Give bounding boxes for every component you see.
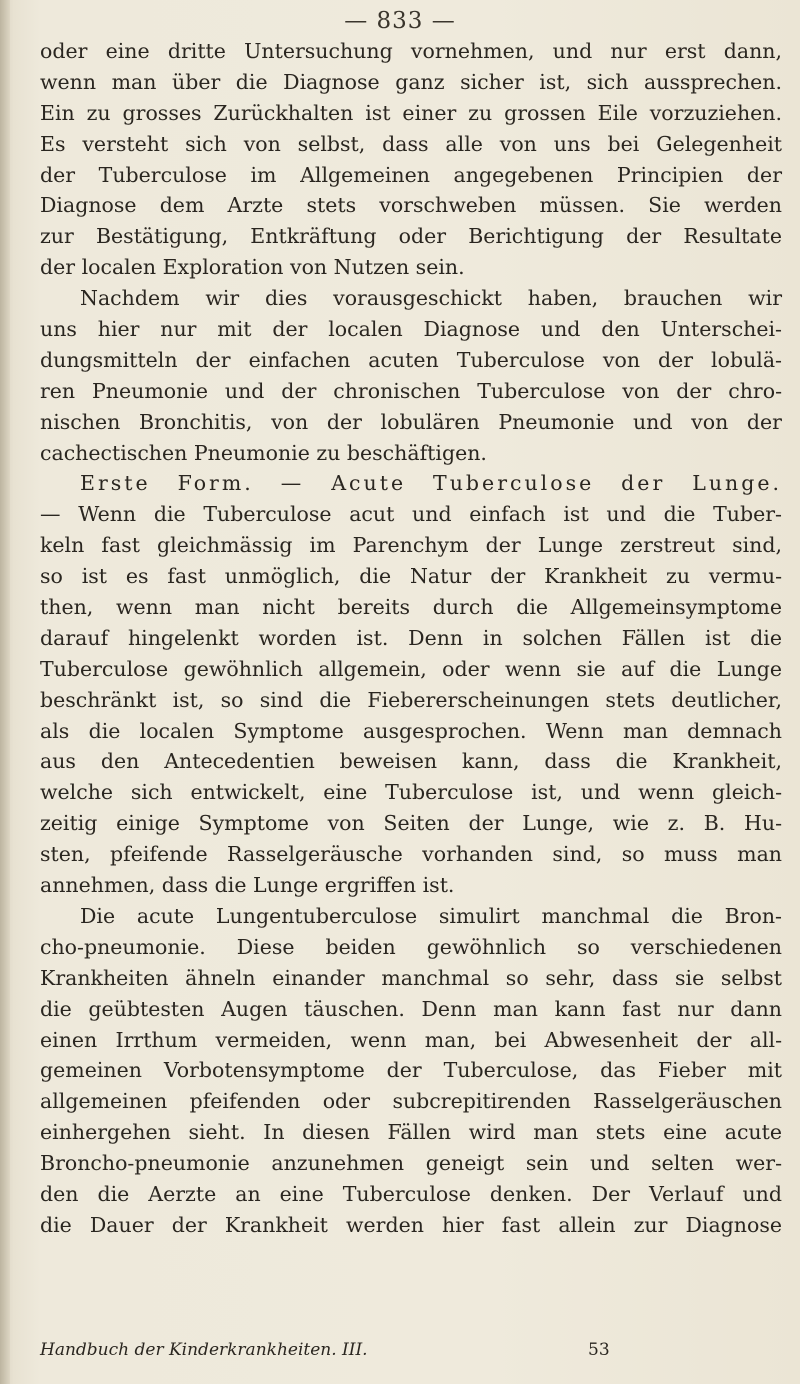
page-number: — 833 —: [344, 8, 456, 34]
binding-edge: [0, 0, 10, 1384]
text-line: annehmen, dass die Lunge ergriffen ist.: [40, 873, 455, 898]
text-line: Tuberculose gewöhnlich allgemein, oder wenn sie auf die Lunge: [40, 656, 782, 681]
text-line: beschränkt ist, so sind die Fiebererscheinungen stets deutlicher,: [40, 687, 782, 712]
text-line: cho-pneumonie. Diese beiden gewöhnlich so verschiedenen: [40, 934, 782, 959]
text-line: einhergehen sieht. In diesen Fällen wird man stets eine acute: [40, 1120, 782, 1145]
text-line: Diagnose dem Arzte stets vorschweben müssen. Sie werden: [40, 193, 782, 218]
text-line: so ist es fast unmöglich, die Natur der Krankheit zu vermu-: [40, 564, 782, 589]
text-line: nischen Bronchitis, von der lobulären Pneumonie und von der: [40, 409, 782, 434]
footer-title: Handbuch der Kinderkrankheiten. III.: [40, 1340, 368, 1360]
text-line: Broncho-pneumonie anzunehmen geneigt sein und selten wer-: [40, 1151, 782, 1176]
text-line: ren Pneumonie und der chronischen Tuberculose von der chro-: [40, 378, 782, 403]
text-line: die geübtesten Augen täuschen. Denn man kann fast nur dann: [40, 996, 782, 1021]
text-line: sten, pfeifende Rasselgeräusche vorhanden sind, so muss man: [40, 842, 782, 867]
text-line: Die acute Lungentuberculose simulirt manchmal die Bron-: [80, 903, 782, 928]
text-line: then, wenn man nicht bereits durch die Allgemeinsymptome: [40, 595, 782, 620]
text-line: die Dauer der Krankheit werden hier fast allein zur Diagnose: [40, 1212, 782, 1237]
body-text: [40, 36, 782, 1241]
text-line: gemeinen Vorbotensymptome der Tuberculose, das Fieber mit: [40, 1058, 782, 1083]
text-line: der Tuberculose im Allgemeinen angegebenen Principien der: [40, 162, 782, 187]
text-line: keln fast gleichmässig im Parenchym der Lunge zerstreut sind,: [40, 533, 782, 558]
text-line: cachectischen Pneumonie zu beschäftigen.: [40, 440, 487, 465]
text-line: dungsmitteln der einfachen acuten Tuberculose von der lobulä-: [40, 347, 782, 372]
section-heading: Erste Form. — Acute Tuberculose der Lunge.: [80, 471, 782, 496]
text-line: zur Bestätigung, Entkräftung oder Berichtigung der Resultate: [40, 224, 782, 249]
text-line: welche sich entwickelt, eine Tuberculose ist, und wenn gleich-: [40, 780, 782, 805]
text-line: allgemeinen pfeifenden oder subcrepitirenden Rasselgeräuschen: [40, 1089, 782, 1114]
text-line: der localen Exploration von Nutzen sein.: [40, 255, 465, 280]
text-line: oder eine dritte Untersuchung vornehmen, und nur erst dann,: [40, 39, 782, 63]
text-line: Ein zu grosses Zurückhalten ist einer zu grossen Eile vorzuziehen.: [40, 100, 782, 125]
signature-mark: 53: [588, 1340, 610, 1360]
text-line: darauf hingelenkt worden ist. Denn in solchen Fällen ist die: [40, 625, 782, 650]
text-line: uns hier nur mit der localen Diagnose und den Unterschei-: [40, 317, 782, 342]
text-line: Krankheiten ähneln einander manchmal so sehr, dass sie selbst: [40, 965, 782, 990]
text-line: Es versteht sich von selbst, dass alle von uns bei Gelegenheit: [40, 131, 782, 156]
text-line: als die localen Symptome ausgesprochen. Wenn man demnach: [40, 718, 782, 743]
text-line: wenn man über die Diagnose ganz sicher ist, sich aussprechen.: [40, 69, 782, 94]
text-line: den die Aerzte an eine Tuberculose denken. Der Verlauf und: [40, 1181, 782, 1206]
text-line: Nachdem wir dies vorausgeschickt haben, brauchen wir: [80, 286, 782, 311]
text-line: — Wenn die Tuberculose acut und einfach ist und die Tuber-: [40, 502, 782, 527]
text-line: aus den Antecedentien beweisen kann, dass die Krankheit,: [40, 749, 782, 774]
text-line: zeitig einige Symptome von Seiten der Lunge, wie z. B. Hu-: [40, 811, 782, 836]
text-line: einen Irrthum vermeiden, wenn man, bei Abwesenheit der all-: [40, 1027, 782, 1052]
